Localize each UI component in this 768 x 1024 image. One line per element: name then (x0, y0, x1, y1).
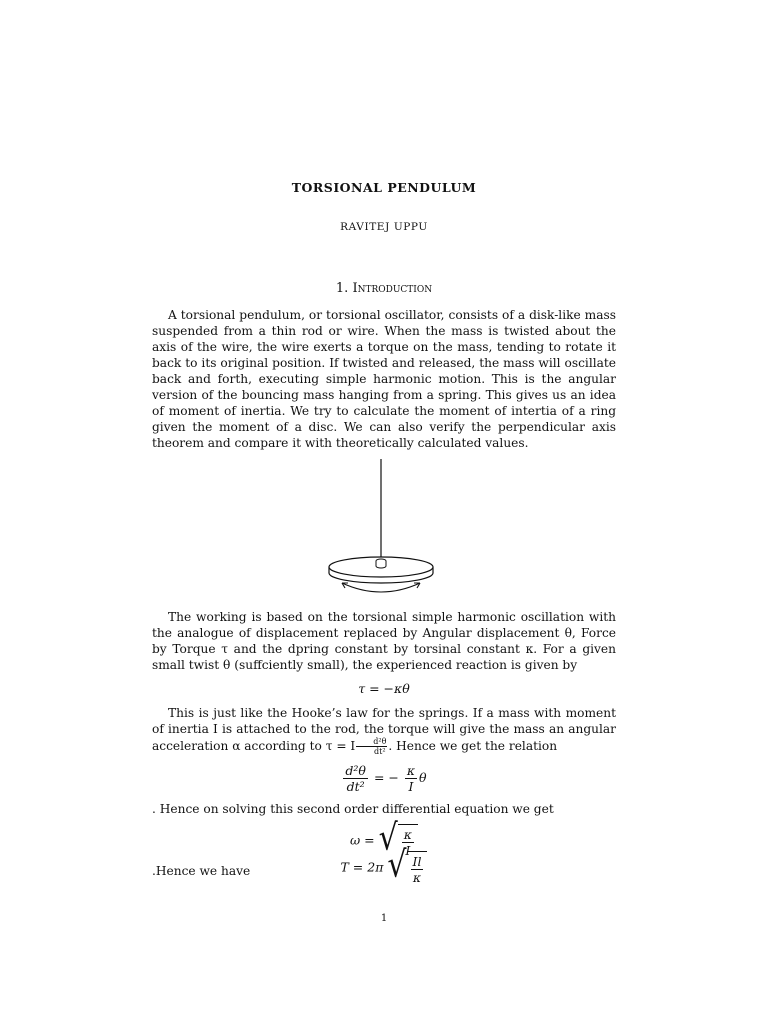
working-paragraph: The working is based on the torsional simple harmonic oscillation with the analogue of displacement replaced by Angular displacement θ, Force by Torque τ and the dpring constant by torsinal constant κ. For a given small twist θ (suffciently small), the experienced reaction is given by (152, 610, 616, 672)
hooke-paragraph: This is just like the Hooke’s law for the springs. If a mass with moment of inertia I is attached to the rod, the torque will give the mass an angular acceleration α according to τ = I $\frac{\text{d²θ}}{\text{dt²}}$ . Hence we get the relation (152, 706, 616, 756)
solve-text: . Hence on solving this second order differential equation we get (152, 802, 554, 816)
page-number: 1 (380, 913, 388, 924)
hence-text: .Hence we have (152, 864, 251, 878)
section-heading (0, 281, 768, 296)
period-equation: T = 2π √ $\frac{Il}{\kappa}$ (0, 851, 768, 885)
section-title: Introduction (352, 281, 433, 296)
torque-equation: τ = −κθ (358, 681, 410, 696)
omega-equation: ω = √ $\frac{\kappa}{I}$ (0, 824, 768, 858)
section-number: 1. (335, 281, 349, 296)
author-name: RAVITEJ UPPU (340, 221, 428, 233)
inline-fraction: $\frac{\text{d²θ}}{\text{dt²}}$ (356, 737, 387, 756)
differential-equation: $\frac{\text{d²θ}}{\text{dt²}}$ = − $\frac{\kappa}{I}$ θ (345, 763, 427, 794)
paper-title: TORSIONAL PENDULUM (291, 180, 477, 195)
rotation-arrow (342, 583, 420, 592)
intro-paragraph: A torsional pendulum, or torsional oscillator, consists of a disk-like mass suspended from a thin rod or wire. When the mass is twisted about the axis of the wire, the wire exerts a torque on the mass, tending to rotate it back to its original position. If twisted and released, the mass will oscillate back and forth, executing simple harmonic motion. This is the angular version of the bouncing mass hanging from a spring. This gives us an idea of moment of inertia. We try to calculate the moment of intertia of a ring given the moment of a disc. We can also verify the perpendicular axis theorem and compare it with theoretically calculated values. (152, 308, 616, 450)
torsional-pendulum-diagram (320, 455, 450, 605)
